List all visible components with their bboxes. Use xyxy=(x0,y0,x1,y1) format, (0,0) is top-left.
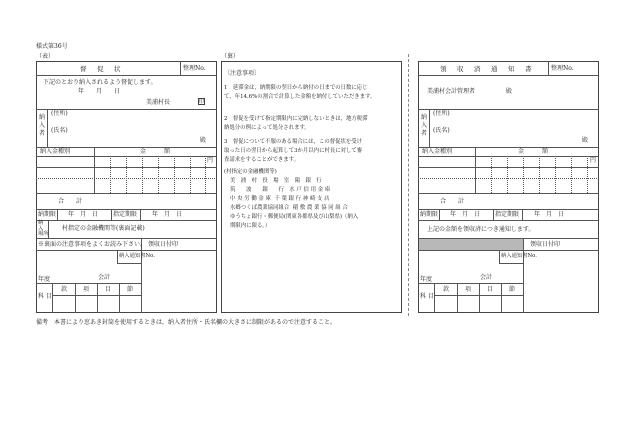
right-item-label: 納入金種別 xyxy=(422,148,453,155)
bank-line: 筑 波 銀 行 水 戸 信 用 金 庫 xyxy=(230,187,331,193)
left-item-label: 納入金種別 xyxy=(40,148,71,155)
left-notice-no-label: 納入通知書No. xyxy=(119,253,155,259)
note-line: 3 督促について不服のある場合には，この督促状を受け xyxy=(224,139,363,145)
right-designated-label: 指定期限 xyxy=(495,211,520,218)
right-yen: 円 xyxy=(590,157,597,164)
bank-line: 水郷つくば農業協同組合 稲 敷 農 業 協 同 組 合 xyxy=(230,205,348,211)
left-deadline-label: 納期限 xyxy=(38,211,57,218)
right-fiscal-year-label: 年度 xyxy=(420,276,433,283)
received-text: 上記の金額を領収済につき通知します。 xyxy=(427,226,535,233)
left-address-label: (住所) xyxy=(51,110,68,117)
right-designated-date: 年 月 日 xyxy=(534,211,565,218)
left-designated-date: 年 月 日 xyxy=(152,211,183,218)
right-col-moku: 目 xyxy=(487,286,494,293)
note-line: 取った日の翌日から起算して3か月以内に村長に対して審 xyxy=(224,148,363,154)
right-seiri-label: 整理No. xyxy=(551,65,574,72)
left-subject-label: 科 目 xyxy=(38,293,52,300)
left-intro: 下記のとおり納入されるよう督促します。 xyxy=(43,79,157,86)
payment-place-text: 村指定の金融機関等(裏面記載) xyxy=(62,225,145,232)
right-deadline-label: 納期限 xyxy=(420,211,439,218)
left-receipt-date-label: 領収日付印 xyxy=(148,241,179,248)
note-line: 査請求をすることができます。 xyxy=(224,157,300,163)
bank-line: ゆうちょ銀行・郵便局(関東各都県及び山梨県)（納入 xyxy=(230,214,359,220)
left-title: 督 促 状 xyxy=(80,65,123,73)
gray-band xyxy=(419,239,524,251)
right-total-label: 合 計 xyxy=(440,198,465,205)
right-account-label: 会計 xyxy=(480,274,493,281)
left-yen: 円 xyxy=(207,157,214,164)
notes-heading: 〔注意事項〕 xyxy=(224,70,261,77)
right-receipt-date-label: 領収日付印 xyxy=(530,241,561,248)
left-fiscal-year-label: 年度 xyxy=(38,276,51,283)
left-col-kou: 項 xyxy=(83,286,90,293)
bank-line: 中 央 労 働 金 庫 千 葉 銀 行 神 崎 支 店 xyxy=(230,196,330,202)
left-deadline-date: 年 月 日 xyxy=(68,211,99,218)
left-col-setsu: 節 xyxy=(127,286,134,293)
left-account-label: 会計 xyxy=(98,274,111,281)
note-instruction: ※裏面の注意事項をよくお読み下さい。 xyxy=(38,241,147,248)
manager-name: 美浦村会計管理者 xyxy=(427,88,476,95)
right-payer-label: 納 入 者 xyxy=(421,114,428,137)
right-notice-no-label: 納入通知書No. xyxy=(501,253,537,259)
right-subject-label: 科 目 xyxy=(420,293,434,300)
note-line: 2 督促を受けて指定期限内に完納しないときは，地方税滞 xyxy=(224,116,368,122)
footer-note: 備考 本書により窓あき封筒を使用するときは，納入者住所・氏名欄の大きさに制限があるので注意すること。 xyxy=(36,319,337,326)
left-total-label: 合 計 xyxy=(58,198,83,205)
left-date: 年 月 日 xyxy=(78,88,121,95)
manager-honorific: 殿 xyxy=(506,88,513,95)
mayor-seal: 印 xyxy=(199,99,205,105)
right-name-label: (氏名) xyxy=(433,127,450,134)
right-title: 領 収 済 通 知 書 xyxy=(440,65,534,73)
left-seiri-label: 整理No. xyxy=(183,65,206,72)
banks-heading: (村指定の金融機関等) xyxy=(224,169,277,175)
payment-place-label: 納 入 場所 xyxy=(38,220,49,237)
form-number: 様式第36号 xyxy=(36,43,68,50)
left-col-kan: 款 xyxy=(61,286,68,293)
right-honorific: 殿 xyxy=(582,137,589,144)
right-col-setsu: 節 xyxy=(509,286,516,293)
note-line: 納処分の例によって処分されます。 xyxy=(224,125,310,131)
right-col-kou: 項 xyxy=(465,286,472,293)
back-label: （裏） xyxy=(221,53,240,60)
cut-line xyxy=(408,54,409,316)
right-amount-label: 金 額 xyxy=(518,148,549,155)
right-col-kan: 款 xyxy=(443,286,450,293)
bank-line: 期限内に限る。） xyxy=(230,223,271,229)
left-honorific: 殿 xyxy=(200,137,207,144)
right-deadline-date: 年 月 日 xyxy=(450,211,481,218)
note-line: 1 延滞金は，納期限の翌日から納付の日までの日数に応じ xyxy=(224,85,368,91)
note-line: て，年14.6%の割合で計算した金額を納付していただきます。 xyxy=(224,94,376,100)
left-name-label: (氏名) xyxy=(51,127,68,134)
bank-line: 美 浦 村 役 場 室 陽 銀 行 xyxy=(230,178,322,184)
mayor-name: 美浦村長 xyxy=(146,99,171,106)
left-payer-label: 納 入 者 xyxy=(39,114,46,137)
left-designated-label: 指定期限 xyxy=(113,211,138,218)
right-address-label: (住所) xyxy=(433,110,450,117)
left-amount-label: 金 額 xyxy=(140,148,171,155)
front-label: （表） xyxy=(36,53,55,60)
left-col-moku: 目 xyxy=(105,286,112,293)
